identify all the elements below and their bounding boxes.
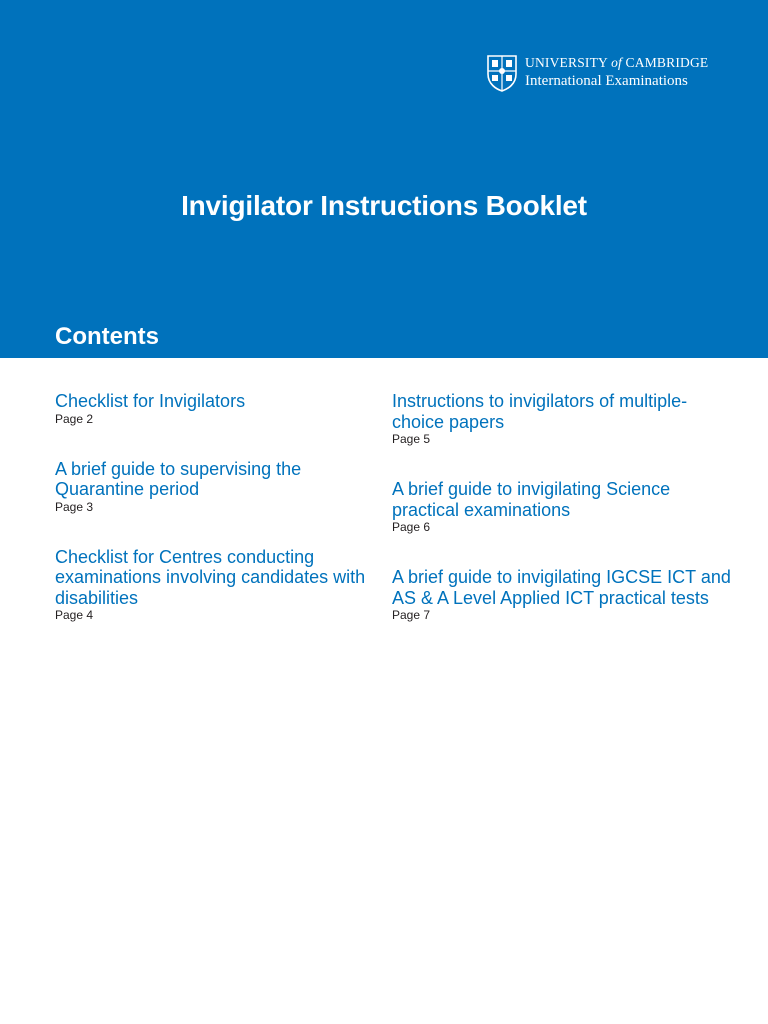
contents-entry-title[interactable]: Checklist for Centres conducting examinations involving candidates with disabilities (55, 546, 366, 608)
contents-entry-page: Page 2 (55, 411, 94, 426)
contents-entry[interactable] (392, 479, 732, 534)
logo-subtitle: International Examinations (525, 72, 688, 89)
contents-entry[interactable] (392, 567, 732, 622)
contents-entry-page: Page 6 (392, 520, 431, 534)
contents-entry-title[interactable]: A brief guide to invigilating IGCSE ICT and AS & A Level Applied ICT practical tests (392, 567, 731, 608)
contents-entry-page: Page 3 (55, 499, 94, 514)
contents-heading: Contents (55, 323, 159, 350)
contents-entry-page: Page 5 (392, 432, 431, 446)
contents-entry-title[interactable]: A brief guide to supervising the Quarantine period (55, 458, 302, 499)
logo-university-name: UNIVERSITY of CAMBRIDGE (525, 55, 709, 70)
university-crest-icon (486, 54, 518, 92)
contents-entry-title[interactable]: A brief guide to invigilating Science practical examinations (392, 479, 671, 520)
contents-entry-page: Page 4 (55, 608, 94, 622)
contents-entry[interactable] (55, 459, 375, 514)
contents-entry[interactable] (55, 547, 375, 623)
contents-right-column (392, 391, 732, 655)
contents-left-column (55, 391, 375, 655)
university-logo (486, 54, 708, 92)
contents-entry-page: Page 7 (392, 608, 431, 622)
contents-entry-title[interactable]: Checklist for Invigilators (55, 391, 246, 411)
document-title: Invigilator Instructions Booklet (181, 190, 587, 221)
contents-entry[interactable] (392, 391, 732, 446)
contents-entry-title[interactable]: Instructions to invigilators of multiple-choice papers (392, 391, 688, 432)
header-banner (0, 0, 768, 358)
contents-entry[interactable] (55, 391, 375, 426)
